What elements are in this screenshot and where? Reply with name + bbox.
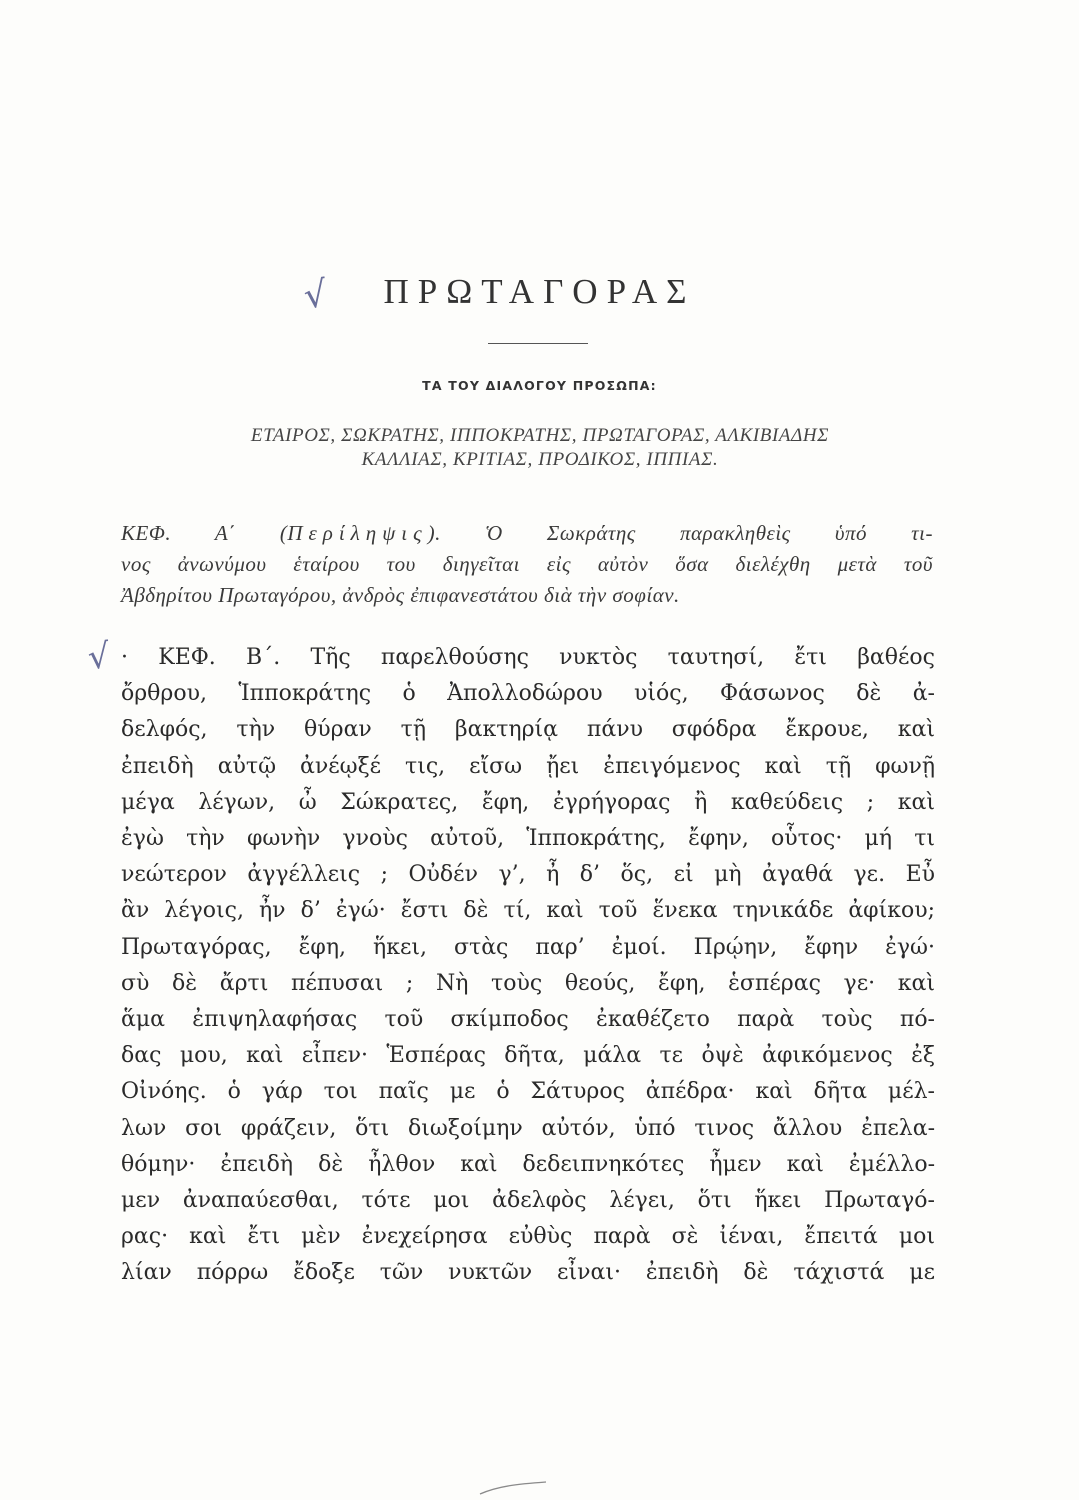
title-row	[0, 272, 1079, 312]
body-line: δελφός, τὴν θύραν τῇ βακτηρίᾳ πάνυ σφόδρα ἔκρουε, καὶ	[121, 717, 935, 743]
body-line: ὄρθρου, Ἱπποκράτης ὁ Ἀπολλοδώρου υἱός, Φάσωνος δὲ ἀ-	[121, 681, 935, 707]
persons-line: ΕΤΑΙΡΟΣ, ΣΩΚΡΑΤΗΣ, ΙΠΠΟΚΡΑΤΗΣ, ΠΡΩΤΑΓΟΡΑΣ, ΑΛΚΙΒΙΑΔΗΣ	[250, 425, 830, 446]
body-line: νεώτερον ἀγγέλλεις ; Οὐδέν γ’, ἦ δ’ ὅς, εἰ μὴ ἀγαθά γε. Εὖ	[121, 862, 935, 888]
title-divider	[488, 343, 588, 344]
dramatis-personae	[110, 424, 970, 472]
summary-label: ΚΕΦ. Α΄ (	[121, 521, 288, 545]
body-line: ἅμα ἐπιψηλαφήσας τοῦ σκίμποδος ἐκαθέζετο παρὰ τοὺς πό-	[121, 1007, 935, 1033]
body-line: · ΚΕΦ. Β΄. Τῆς παρελθούσης νυκτὸς ταυτησί, ἔτι βαθέος	[121, 645, 935, 670]
pencil-checkmark: √	[301, 273, 330, 318]
body-line: Πρωταγόρας, ἔφη, ἥκει, στὰς παρ’ ἐμοί. Πρῴην, ἔφην ἐγώ·	[121, 934, 935, 960]
persons-line: ΚΑΛΛΙΑΣ, ΚΡΙΤΙΑΣ, ΠΡΟΔΙΚΟΣ, ΙΠΠΙΑΣ.	[361, 449, 719, 470]
body-line: μέγα λέγων, ὦ Σώκρατες, ἔφη, ἐγρήγορας ἢ καθεύδεις ; καὶ	[121, 789, 935, 815]
body-line: λων σοι φράζειν, ὅτι διωξοίμην αὐτόν, ὑπό τινος ἄλλου ἐπελα-	[121, 1115, 935, 1141]
body-line: ρας· καὶ ἔτι μὲν ἐνεχείρησα εὐθὺς παρὰ σὲ ἰέναι, ἔπειτά μοι	[121, 1224, 935, 1250]
body-line: δας μου, καὶ εἶπεν· Ἑσπέρας δῆτα, μάλα τε ὀψὲ ἀφικόμενος ἐξ	[121, 1043, 935, 1069]
summary-line: Ἀβδηρίτου Πρωταγόρου, ἀνδρὸς ἐπιφανεστάτου διὰ τὴν σοφίαν.	[121, 583, 680, 607]
body-line: Οἰνόης. ὁ γάρ τοι παῖς με ὁ Σάτυρος ἀπέδρα· καὶ δῆτα μέλ-	[121, 1079, 935, 1105]
summary-text: Ὁ Σωκράτης παρακληθεὶς ὑπό τι-	[485, 521, 933, 545]
chapter-body	[121, 640, 935, 1292]
page-title: ΠΡΩΤΑΓΟΡΑΣ	[383, 272, 696, 311]
chapter-summary	[121, 518, 933, 611]
body-line: θόμην· ἐπειδὴ δὲ ἦλθον καὶ δεδειπνηκότες ἦμεν καὶ ἐμέλλο-	[121, 1151, 935, 1177]
summary-line	[121, 518, 933, 549]
summary-label-spaced: Περίληψις	[287, 521, 428, 545]
body-line: μεν ἀναπαύεσθαι, τότε μοι ἀδελφὸς λέγει, ὅτι ἥκει Πρωταγό-	[121, 1188, 935, 1214]
pencil-scribble	[478, 1478, 548, 1498]
summary-label-close: ).	[427, 521, 441, 545]
pencil-checkmark: √	[85, 635, 112, 679]
body-line: ἂν λέγοις, ἦν δ’ ἐγώ· ἔστι δὲ τί, καὶ τοῦ ἕνεκα τηνικάδε ἀφίκου;	[121, 898, 935, 924]
body-line: λίαν πόρρω ἔδοξε τῶν νυκτῶν εἶναι· ἐπειδὴ δὲ τάχιστά με	[121, 1260, 935, 1286]
body-line: σὺ δὲ ἄρτι πέπυσαι ; Νὴ τοὺς θεούς, ἔφη, ἑσπέρας γε· καὶ	[121, 970, 935, 996]
persons-heading: ΤΑ ΤΟΥ ΔΙΑΛΟΓΟΥ ΠΡΟΣΩΠΑ:	[422, 378, 657, 393]
summary-line: νος ἀνωνύμου ἑταίρου του διηγεῖται εἰς αὐτὸν ὅσα διελέχθη μετὰ τοῦ	[121, 552, 933, 576]
body-line: ἐγὼ τὴν φωνὴν γνοὺς αὐτοῦ, Ἱπποκράτης, ἔφην, οὗτος· μή τι	[121, 826, 935, 852]
body-line: ἐπειδὴ αὐτῷ ἀνέῳξέ τις, εἴσω ᾔει ἐπειγόμενος καὶ τῇ φωνῇ	[121, 753, 935, 779]
